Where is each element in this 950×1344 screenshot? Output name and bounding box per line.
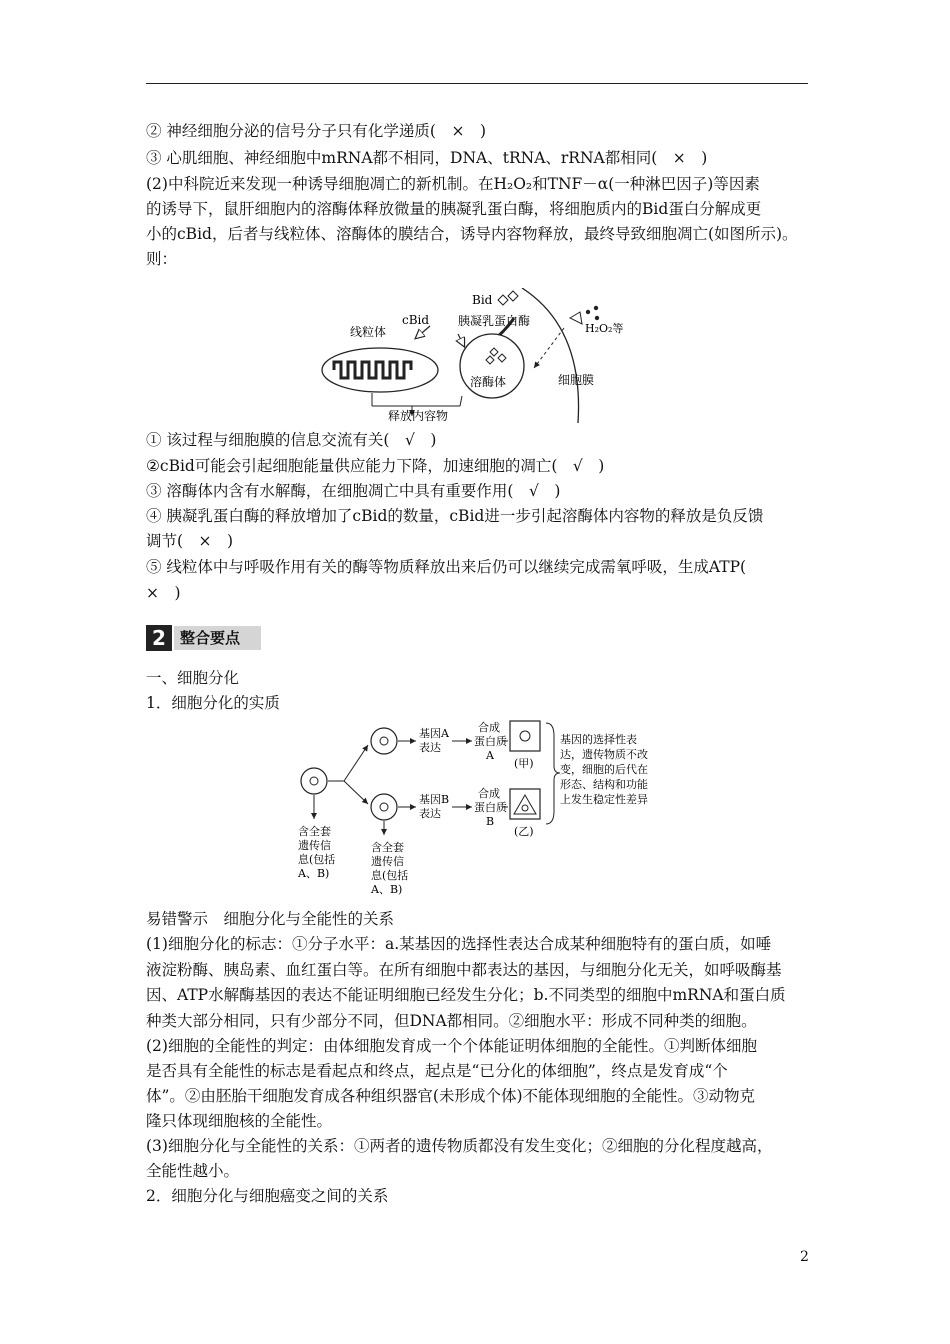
bid-label: Bid: [472, 293, 493, 307]
apoptosis-diagram: [312, 288, 642, 423]
header-rule: [146, 83, 808, 84]
text-line: 2．细胞分化与细胞癌变之间的关系: [146, 1187, 389, 1205]
section-header: [146, 625, 261, 651]
differentiation-note: 基因的选择性表 达，遗传物质不改 变，细胞的后代在 形态、结构和功能 上发生稳定性差异: [560, 733, 648, 806]
yi-label: (乙): [514, 825, 534, 838]
mitochondrion-shape: [322, 348, 438, 392]
text-line: 易错警示 细胞分化与全能性的关系: [146, 910, 395, 928]
h2o2-label: H₂O₂等: [585, 322, 624, 335]
cell-differentiation-diagram: [296, 711, 661, 903]
text-line: 隆只体现细胞核的全能性。: [146, 1112, 333, 1130]
text-line: 因、ATP水解酶基因的表达不能证明细胞已经发生分化；b.不同类型的细胞中mRNA和蛋白质: [146, 986, 786, 1004]
release-label: 释放内容物: [388, 409, 449, 423]
text-line: × ): [146, 584, 181, 602]
contains-bottom-label: 含全套 遗传信 息(包括 A、B): [371, 841, 409, 896]
text-line: ⑤ 线粒体中与呼吸作用有关的酶等物质释放出来后仍可以继续完成需氧呼吸，生成ATP(: [146, 558, 747, 576]
cell-membrane-line: [522, 288, 579, 423]
text-line: 调节( × ): [146, 532, 234, 550]
text-line: ④ 胰凝乳蛋白酶的释放增加了cBid的数量，cBid进一步引起溶酶体内容物的释放是负反馈: [146, 507, 764, 525]
text-line: (2)中科院近来发现一种诱导细胞凋亡的新机制。在H₂O₂和TNF－α(一种淋巴因子)等因素: [146, 175, 760, 193]
cbid-label: cBid: [402, 313, 430, 327]
receptor-icon: [570, 312, 582, 324]
enzyme-label: 胰凝乳蛋白酶: [458, 314, 531, 328]
text-line: 体”。②由胚胎干细胞发育成各种组织器官(未形成个体)不能体现细胞的全能性。③动物克: [146, 1087, 756, 1105]
text-line: 全能性越小。: [146, 1162, 240, 1180]
text-line: 则：: [146, 250, 178, 268]
text-line: (2)细胞的全能性的判定：由体细胞发育成一个个体能证明体细胞的全能性。①判断体细胞: [146, 1037, 757, 1055]
section-title: 整合要点: [180, 629, 241, 647]
text-line: ③ 心肌细胞、神经细胞中mRNA都不相同，DNA、tRNA、rRNA都相同( × ): [146, 149, 708, 167]
text-line: ②cBid可能会引起细胞能量供应能力下降，加速细胞的凋亡( √ ): [146, 457, 605, 475]
text-line: ② 神经细胞分泌的信号分子只有化学递质( × ): [146, 122, 487, 140]
lysosome-label: 溶酶体: [470, 375, 507, 389]
text-line: 一、细胞分化: [146, 669, 240, 687]
text-line: (3)细胞分化与全能性的关系：①两者的遗传物质都没有发生变化；②细胞的分化程度越高，: [146, 1137, 773, 1155]
text-line: 是否具有全能性的标志是看起点和终点，起点是“已分化的体细胞”，终点是发育成“个: [146, 1062, 728, 1080]
text-line: 液淀粉酶、胰岛素、血红蛋白等。在所有细胞中都表达的基因，与细胞分化无关，如呼吸酶基: [146, 961, 782, 979]
mitochondrion-label: 线粒体: [350, 325, 387, 339]
text-line: ③ 溶酶体内含有水解酶，在细胞凋亡中具有重要作用( √ ): [146, 482, 561, 500]
protein-a-label: 合成 蛋白质 A: [474, 721, 507, 762]
page-number: 2: [800, 1249, 809, 1265]
membrane-label: 细胞膜: [558, 373, 595, 387]
text-line: 1．细胞分化的实质: [146, 694, 280, 712]
gene-b-label: 基因B 表达: [419, 793, 450, 820]
jia-label: (甲): [514, 757, 534, 770]
contains-left-label: 含全套 遗传信 息(包括 A、B): [298, 825, 336, 880]
gene-a-label: 基因A 表达: [419, 727, 449, 754]
text-line: 种类大部分相同，只有少部分不同，但DNA都相同。②细胞水平：形成不同种类的细胞。: [146, 1012, 757, 1030]
text-line: ① 该过程与细胞膜的信息交流有关( √ ): [146, 431, 437, 449]
protein-b-label: 合成 蛋白质 B: [474, 787, 507, 828]
text-line: (1)细胞分化的标志：①分子水平：a.某基因的选择性表达合成某种细胞特有的蛋白质，如唾: [146, 935, 772, 953]
text-line: 的诱导下，鼠肝细胞内的溶酶体释放微量的胰凝乳蛋白酶，将细胞质内的Bid蛋白分解成更: [146, 200, 762, 218]
section-number: 2: [146, 625, 172, 651]
text-line: 小的cBid，后者与线粒体、溶酶体的膜结合，诱导内容物释放，最终导致细胞凋亡(如图所示)。: [146, 225, 798, 243]
